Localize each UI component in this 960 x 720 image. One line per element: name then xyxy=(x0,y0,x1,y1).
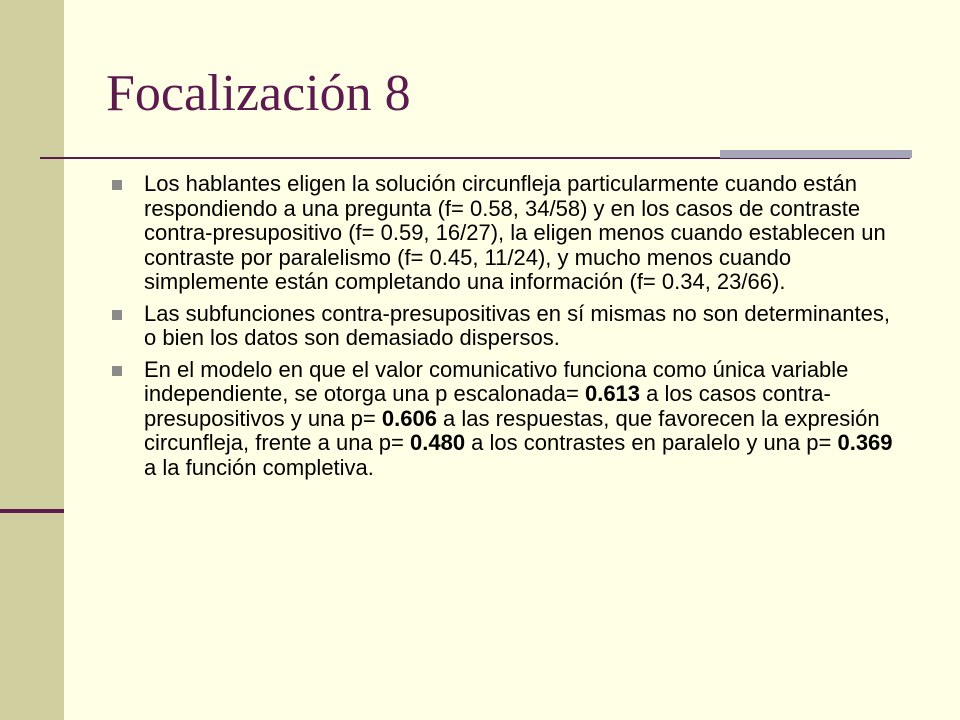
left-decorative-band xyxy=(0,0,64,720)
bullet-text xyxy=(144,357,893,480)
text-run: a los contrastes en paralelo y una p= xyxy=(465,430,838,455)
bullet-item-1 xyxy=(108,172,908,295)
bullet-text: Las subfunciones contra-presupositivas en sí mismas no son determinantes, o bien los datos son demasiado dispersos. xyxy=(144,300,890,350)
highlighted-value: 0.606 xyxy=(381,405,437,431)
bullet-item-2 xyxy=(108,302,908,351)
bullet-list xyxy=(108,172,908,487)
text-run: a las respuestas, que favorecen la expresión circunfleja, frente a una p= xyxy=(144,405,880,455)
text-run: a la función completiva. xyxy=(144,454,374,480)
highlighted-value: 0.480 xyxy=(410,430,466,455)
text-run: En el modelo en que el valor comunicativo funciona como única variable independiente, se otorga una p escalonada= xyxy=(144,356,849,406)
text-run: a los casos contra-presupositivos y una p= xyxy=(144,381,831,431)
highlighted-value: 0.613 xyxy=(584,381,641,406)
square-bullet-icon xyxy=(112,310,122,320)
square-bullet-icon xyxy=(112,180,122,190)
highlighted-value: 0.369 xyxy=(837,430,893,455)
left-band-accent-line xyxy=(0,509,64,513)
square-bullet-icon xyxy=(112,366,122,376)
bullet-item-3 xyxy=(108,358,908,481)
bullet-text: Los hablantes eligen la solución circunfleja particularmente cuando están respondiendo a una pregunta (f= 0.58, 34/58) y en los casos de contraste contra-presupositivo (f= 0.59, 16/27), la eligen menos cuando establecen un contraste por paralelismo (f= 0.45, 11/24), y mucho menos cuando simplemente están completando una información (f= 0.34, 23/66). xyxy=(144,171,886,294)
title-divider-accent xyxy=(720,150,912,158)
slide-title: Focalización 8 xyxy=(106,65,411,122)
